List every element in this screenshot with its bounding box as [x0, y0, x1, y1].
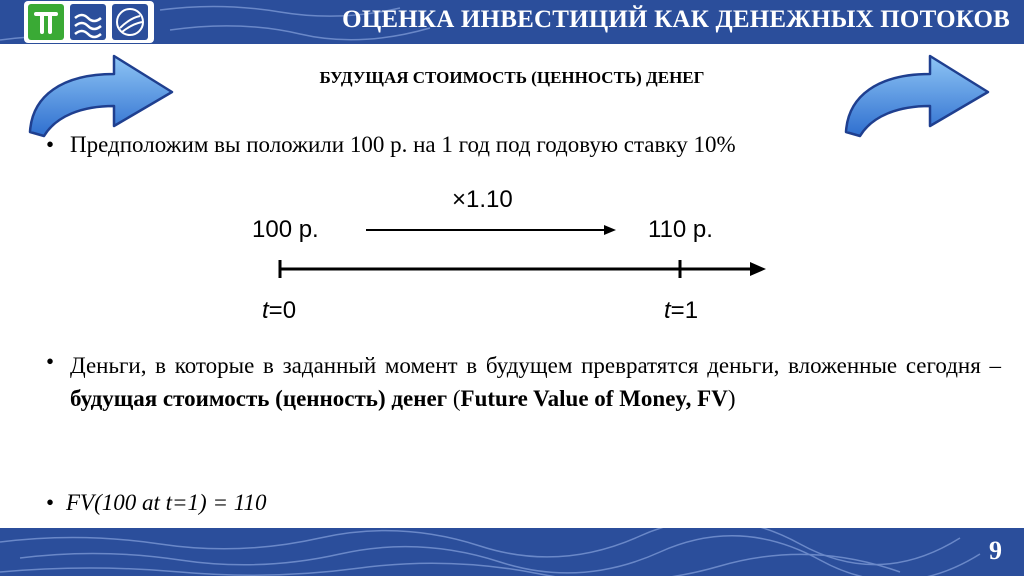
growth-arrowhead — [604, 225, 616, 235]
header-title: ОЦЕНКА ИНВЕСТИЦИЙ КАК ДЕНЕЖНЫХ ПОТОКОВ — [342, 6, 1010, 33]
bullet-formula-text: FV(100 at t=1) = 110 — [66, 490, 267, 515]
time-axis-arrowhead — [750, 262, 766, 276]
page-number: 9 — [989, 536, 1002, 565]
t0-label: t=0 — [262, 297, 297, 324]
end-value-label: 110 р. — [648, 216, 713, 243]
bullet-definition-text: Деньги, в которые в заданный момент в будущем превратятся деньги, вложенные сегодня – будущая стоимость (ценность) денег (Future Value of Money, FV) — [70, 353, 1001, 412]
footer-bar — [0, 528, 1024, 576]
bullet-definition — [46, 349, 1001, 416]
multiplier-label: ×1.10 — [452, 186, 513, 213]
bullet-dot: • — [46, 132, 55, 157]
footer-wave-pattern — [0, 528, 1024, 576]
t1-label: t=1 — [664, 297, 699, 324]
start-value-label: 100 р. — [252, 216, 319, 243]
slide-subtitle: БУДУЩАЯ СТОИМОСТЬ (ЦЕННОСТЬ) ДЕНЕГ — [319, 68, 705, 87]
bullet-dot: • — [46, 349, 55, 374]
bullet-deposit-text: Предположим вы положили 100 р. на 1 год под годовую ставку 10% — [70, 132, 736, 157]
bullet-dot: • — [46, 490, 55, 515]
bullet-formula — [46, 490, 646, 516]
